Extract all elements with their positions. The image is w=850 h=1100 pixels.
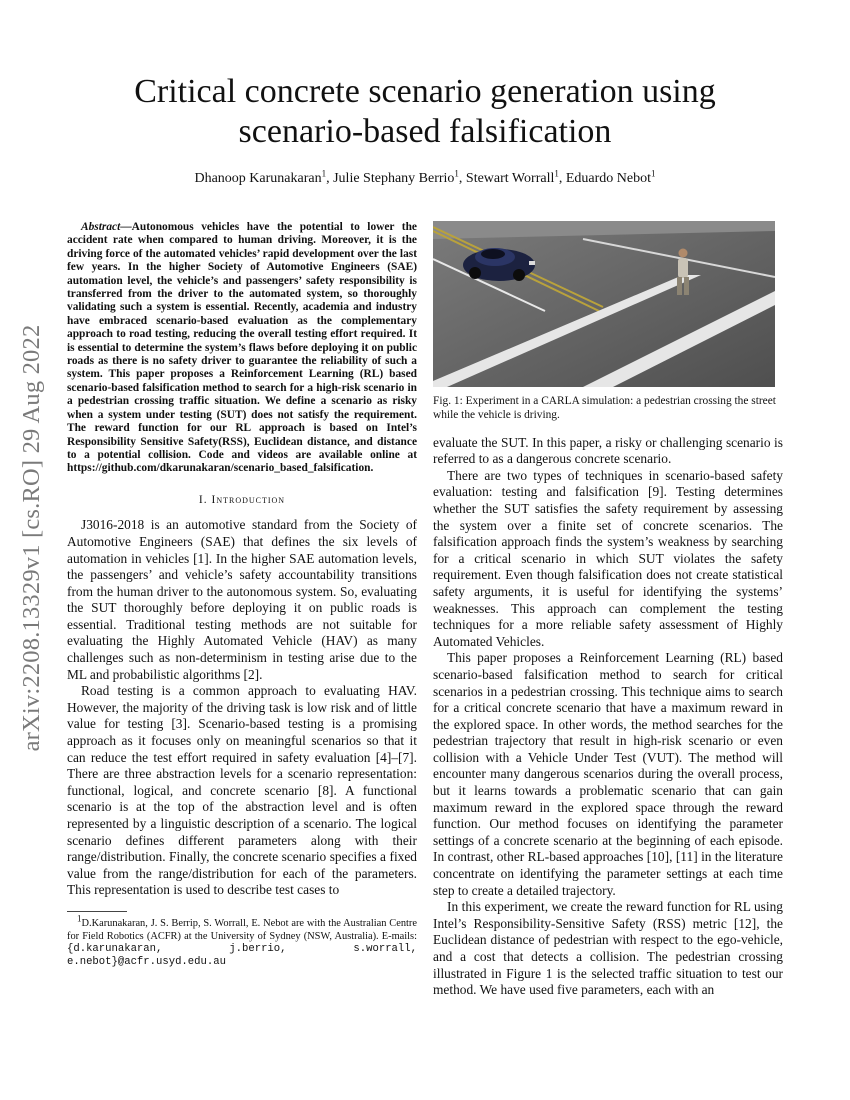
paper-title [0,72,850,152]
body-paragraph: J3016-2018 is an automotive standard from the Society of Automotive Engineers (SAE) that defines the six levels of automation in vehicles [1]. In the higher SAE automation levels, the passengers’ and vehicle’s safety accountability transitions from the human driver to the autonomous system. So, evaluating the SUT thoroughly before deploying it on public roads is essential. Traditional testing methods are not suitable for evaluating the Highly Automated Vehicle (HAV) as many challenges such as non-determinism in testing arise due to the ML and probabilistic algorithms [2]. [67,517,417,682]
carla-scene-image [433,221,775,387]
affiliation-mark: 1 [554,168,559,179]
footnote-emails: {d.karunakaran, j.berrio, s.worrall, e.nebot}@acfr.usyd.edu.au [67,943,417,968]
affiliation-mark: 1 [651,168,656,179]
title-line-1: Critical concrete scenario generation using [134,73,716,110]
left-column [67,221,417,968]
abstract-text: —Autonomous vehicles have the potential to lower the accident rate when compared to human driving. Moreover, it is the driving force of the automated vehicles’ rapid development over the last few years. In the higher Society of Automotive Engineers (SAE) automation level, the vehicle’s and passengers’ safety responsibility is transferred from the driver to the automated system, so thoroughly validating such a system is essential. Recently, academia and industry have embraced scenario-based evaluation as the complementary approach to road testing, reducing the overall testing effort required. It is essential to determine the system’s flaws before deploying it on public roads as there is no safety driver to guarantee the reliability of such a system. This paper proposes a Reinforcement Learning (RL) based scenario-based falsification method to search for a high-risk scenario in a pedestrian crossing traffic situation. We define a scenario as risky when a system under testing (SUT) does not satisfy the requirement. The reward function for our RL approach is based on Intel’s Responsibility Sensitive Safety(RSS), Euclidean distance, and distance to a potential collision. Code and videos are available online at https://github.com/dkarunakaran/scenario_based_falsification. [67,221,417,475]
section-numeral: I. [198,493,212,506]
footnote-text: D.Karunakaran, J. S. Berrip, S. Worrall, E. Nebot are with the Australian Centre for Field Robotics (ACFR) at the University of Sydney (NSW, Australia). E-mails: [67,917,417,942]
section-title: Introduction [211,493,286,506]
arxiv-sidebar-identifier [8,288,56,788]
section-heading [67,492,417,509]
body-paragraph: This paper proposes a Reinforcement Learning (RL) based scenario-based falsification method to search for critical scenarios in a pedestrian crossing. This technique aims to search for a critical concrete scenario that have a maximum reward in the explored space. In other words, the method searches for the pedestrian trajectory that result in high-risk scenario or even collision with a Vehicle Under Test (VUT). The method will encounter many dangerous scenarios during the overall process, but it learns towards a problematic scenario that can gain maximum reward in the explored space through the reward function. Our method focuses on identifying the parameter settings of a concrete scenario at the beginning of each episode. In contrast, other RL-based approaches [10], [11] in the literature concentrate on identifying the parameter settings at each time step to create a detailed trajectory. [433,650,783,898]
author-name: Dhanoop Karunakaran [194,171,322,186]
author-name: Eduardo Nebot [565,171,652,186]
body-paragraph: There are two types of techniques in scenario-based safety evaluation: testing and falsification [9]. Testing determines whether the SUT satisfies the safety requirement by assessing the system over a finite set of concrete scenarios. The falsification approach finds the system’s weakness by searching for a critical scenario in which SUT violates the safety requirement. Even though falsification does not create statistical safety arguments, it is useful for identifying the systems’ weaknesses. This approach can complement the testing techniques for a more reliable safety assessment of Highly Automated Vehicles. [433,467,783,649]
figure-caption: Fig. 1: Experiment in a CARLA simulation: a pedestrian crossing the street while the vehicle is driving. [433,395,776,421]
right-column [433,221,783,999]
title-line-2: scenario-based falsification [238,113,612,150]
arxiv-id-text: arXiv:2208.13329v1 [cs.RO] 29 Aug 2022 [18,324,45,752]
footnote-mark: 1 [77,913,82,924]
affiliation-mark: 1 [321,168,327,179]
figure-carla-scene [433,221,775,387]
author-name: Julie Stephany Berrio [333,171,455,186]
body-paragraph: Road testing is a common approach to evaluating HAV. However, the majority of the driving task is low risk and of little value for testing [3]. Scenario-based testing is a promising approach as it focuses only on meaningful scenarios so that it can reduce the test effort required in safety evaluation [4]–[7]. There are three abstraction levels for a scenario representation: functional, logical, and concrete scenario [8]. A functional scenario is at the top of the abstraction level and is often represented by a linguistic description of a scenario. The logical scenario defines different parameters along with their range/distribution. Finally, the concrete scenario specifies a fixed value from the range/distribution for each of the parameters. This representation is used to describe test cases to [67,683,417,898]
body-paragraph: evaluate the SUT. In this paper, a risky or challenging scenario is referred to as a dangerous concrete scenario. [433,434,783,467]
footnote [67,913,417,968]
body-paragraph: In this experiment, we create the reward function for RL using Intel’s Responsibility-Sensitive Safety (RSS) metric [12], the Euclidean distance of pedestrian with respect to the ego-vehicle, and a cost that detects a collision. The pedestrian crossing illustrated in Figure 1 is the selected traffic situation to test our method. We have used five parameters, each with an [433,899,783,998]
affiliation-mark: 1 [454,168,459,179]
author-list: Dhanoop Karunakaran$^1$, Julie Stephany Berrio$^1$, Stewart Worrall$^1$, Eduardo Nebot$^1$ [194,168,656,186]
footnote-divider [67,911,127,912]
abstract-label: Abstract [81,221,121,233]
author-name: Stewart Worrall [465,171,555,186]
abstract [67,221,417,476]
